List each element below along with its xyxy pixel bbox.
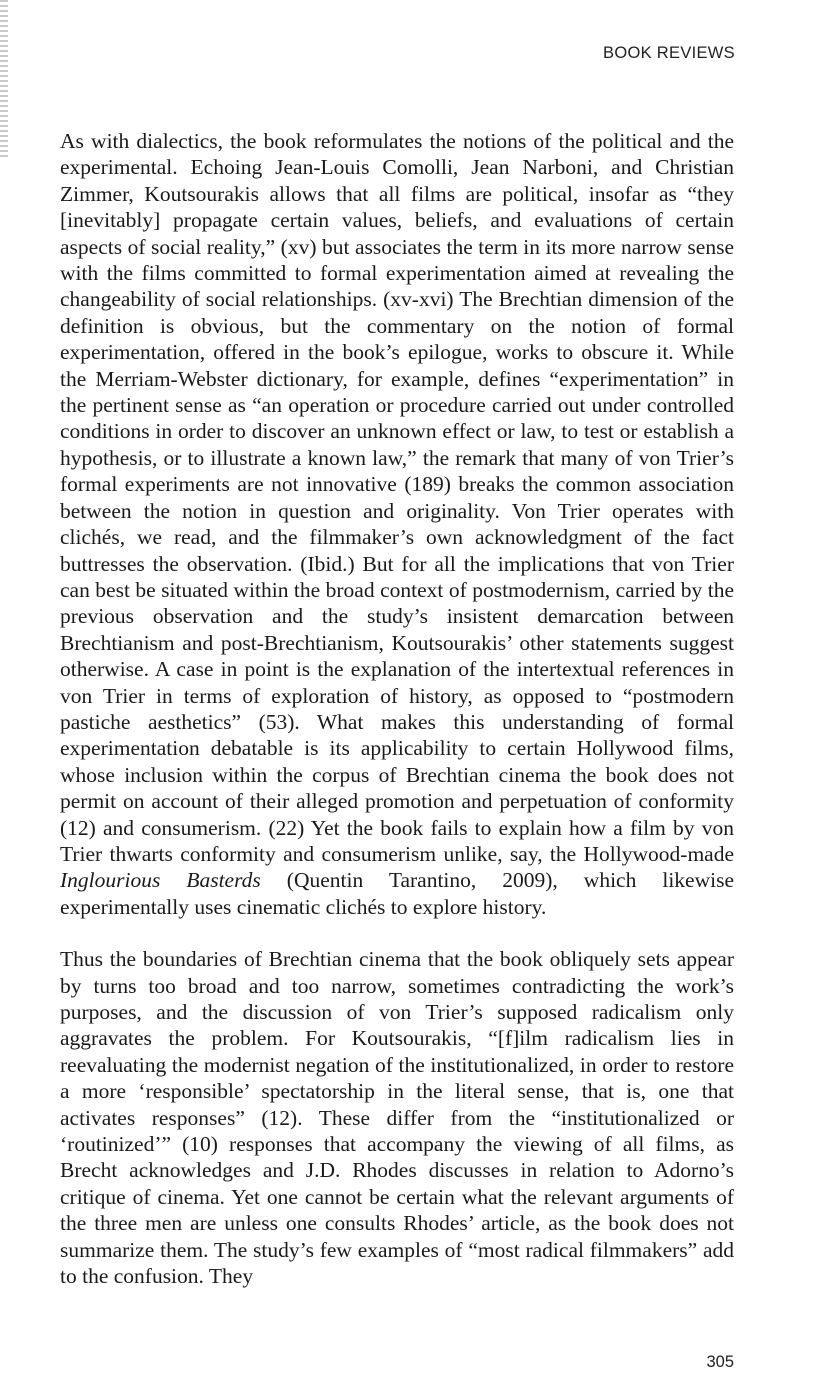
binding-edge-shadow bbox=[0, 0, 8, 160]
review-body bbox=[60, 128, 734, 1289]
running-header: BOOK REVIEWS bbox=[603, 44, 735, 62]
paragraph-2 bbox=[60, 946, 734, 1289]
paragraph-2-text: Thus the boundaries of Brechtian cinema that the book obliquely sets appear by turns too broad and too narrow, sometimes contradicting the work’s purposes, and the discussion of von Trier’s supposed radicalism only aggravates the problem. For Koutsourakis, “[f]ilm radicalism lies in reevaluating the modernist negation of the institutionalized, in order to restore a more ‘responsible’ spectatorship in the literal sense, that is, one that activates responses” (12). These differ from the “institutionalized or ‘routinized’” (10) responses that accompany the viewing of all films, as Brecht acknowledges and J.D. Rhodes discusses in relation to Adorno’s critique of cinema. Yet one cannot be certain what the relevant arguments of the three men are unless one consults Rhodes’ article, as the book does not summarize them. The study’s few examples of “most radical filmmakers” add to the confusion. They bbox=[60, 947, 734, 1289]
paragraph-1 bbox=[60, 128, 734, 920]
page-number: 305 bbox=[706, 1353, 734, 1371]
paragraph-1-tail: (Quentin Tarantino, 2009), which likewise experimentally uses cinematic clichés to explore history. bbox=[60, 868, 734, 919]
film-title-italic: Inglourious Basterds bbox=[60, 868, 261, 893]
paragraph-1-text: As with dialectics, the book reformulates the notions of the political and the experimental. Echoing Jean-Louis Comolli, Jean Narboni, and Christian Zimmer, Koutsourakis allows that all films are political, insofar as “they [inevitably] propagate certain values, beliefs, and evaluations of certain aspects of social reality,” (xv) but associates the term in its more narrow sense with the films committed to formal experimentation aimed at revealing the changeability of social relationships. (xv-xvi) The Brechtian dimension of the definition is obvious, but the commentary on the notion of formal experimentation, offered in the book’s epilogue, works to obscure it. While the Merriam-Webster dictionary, for example, defines “experimentation” in the pertinent sense as “an operation or procedure carried out under controlled conditions in order to discover an unknown effect or law, to test or establish a hypothesis, or to illustrate a known law,” the remark that many of von Trier’s formal experiments are not innovative (189) breaks the common association between the notion in question and originality. Von Trier operates with clichés, we read, and the filmmaker’s own acknowledgment of the fact buttresses the observation. (Ibid.) But for all the implications that von Trier can best be situated within the broad context of postmodernism, carried by the previous observation and the study’s insistent demarcation between Brechtianism and post-Brechtianism, Koutsourakis’ other statements suggest otherwise. A case in point is the explanation of the intertextual references in von Trier in terms of exploration of history, as opposed to “postmodern pastiche aesthetics” (53). What makes this understanding of formal experimentation debatable is its applicability to certain Hollywood films, whose inclusion within the corpus of Brechtian cinema the book does not permit on account of their alleged promotion and perpetuation of conformity (12) and consumerism. (22) Yet the book fails to explain how a film by von Trier thwarts conformity and consumerism unlike, say, the Hollywood-made bbox=[60, 129, 734, 866]
